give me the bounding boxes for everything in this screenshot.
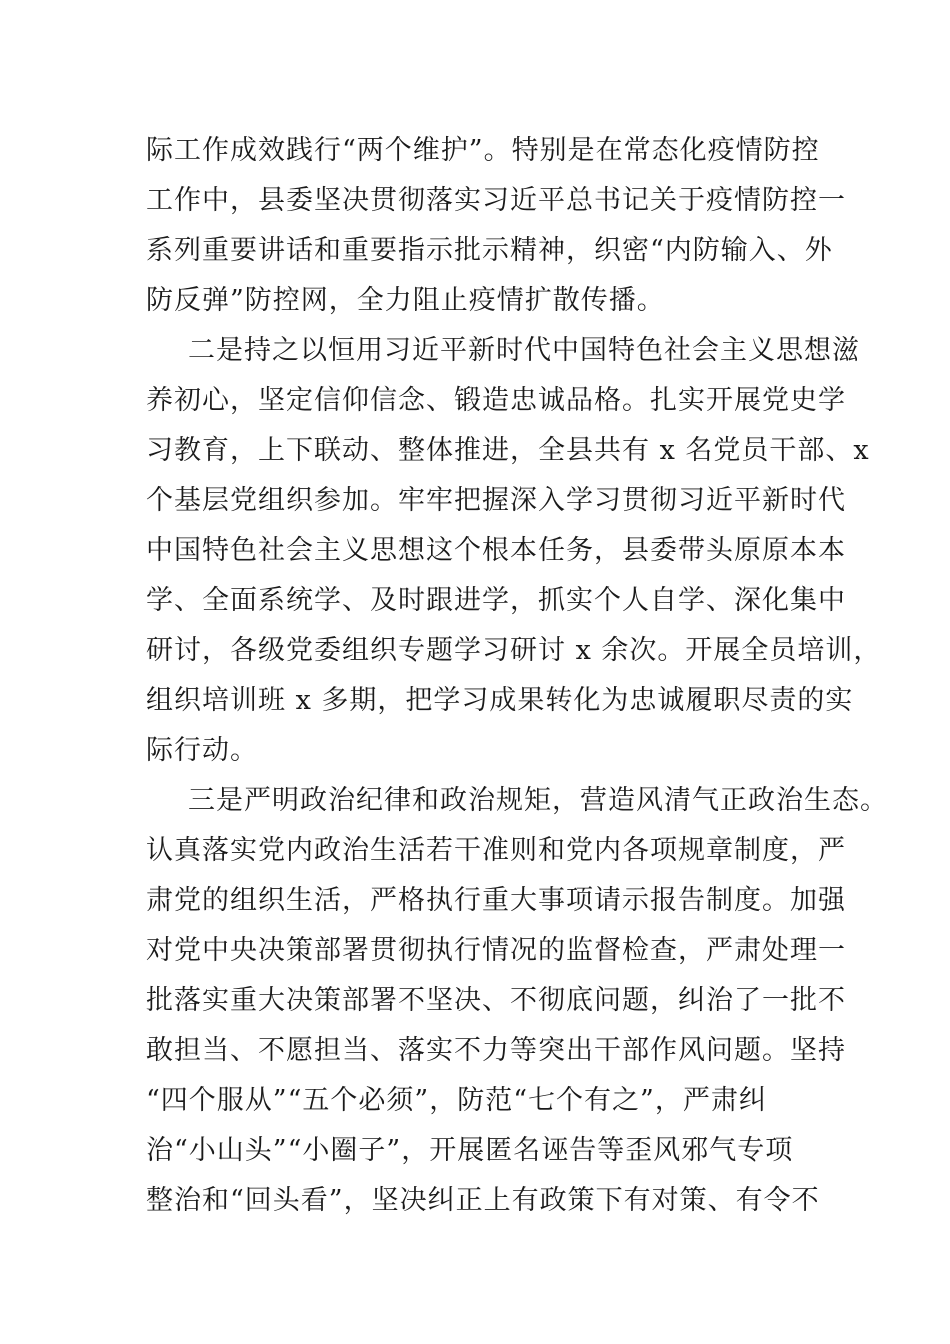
text-line: 批落实重大决策部署不坚决、不彻底问题，纠治了一批不 [146,985,846,1016]
text-line: 学、全面系统学、及时跟进学，抓实个人自学、深化集中 [146,585,846,616]
text-line: 治“小山头”“小圈子”，开展匿名诬告等歪风邪气专项 [146,1135,794,1166]
text-line: 肃党的组织生活，严格执行重大事项请示报告制度。加强 [146,885,846,916]
text-line: 际行动。 [146,735,258,766]
text-line: 认真落实党内政治生活若干准则和党内各项规章制度，严 [146,835,846,866]
text-line: 际工作成效践行“两个维护”。特别是在常态化疫情防控 [146,135,820,166]
text-line: 敢担当、不愿担当、落实不力等突出干部作风问题。坚持 [146,1035,846,1066]
text-line: 个基层党组织参加。牢牢把握深入学习贯彻习近平新时代 [146,485,846,516]
paragraph-start-line: 三是严明政治纪律和政治规矩，营造风清气正政治生态。 [188,785,888,816]
text-line: 研讨，各级党委组织专题学习研讨 x 余次。开展全员培训， [146,635,882,666]
text-line: 习教育，上下联动、整体推进，全县共有 x 名党员干部、x [146,435,870,466]
text-line: 组织培训班 x 多期，把学习成果转化为忠诚履职尽责的实 [146,685,854,716]
paragraph-start-line: 二是持之以恒用习近平新时代中国特色社会主义思想滋 [188,335,860,366]
text-line: 中国特色社会主义思想这个根本任务，县委带头原原本本 [146,535,846,566]
text-line: 对党中央决策部署贯彻执行情况的监督检查，严肃处理一 [146,935,846,966]
text-line: 系列重要讲话和重要指示批示精神，织密“内防输入、外 [146,235,833,266]
text-line: 防反弹”防控网，全力阻止疫情扩散传播。 [146,285,665,316]
text-line: 工作中，县委坚决贯彻落实习近平总书记关于疫情防控一 [146,185,846,216]
text-line: “四个服从”“五个必须”，防范“七个有之”，严肃纠 [146,1085,767,1116]
text-line: 整治和“回头看”，坚决纠正上有政策下有对策、有令不 [146,1185,820,1216]
text-line: 养初心，坚定信仰信念、锻造忠诚品格。扎实开展党史学 [146,385,846,416]
